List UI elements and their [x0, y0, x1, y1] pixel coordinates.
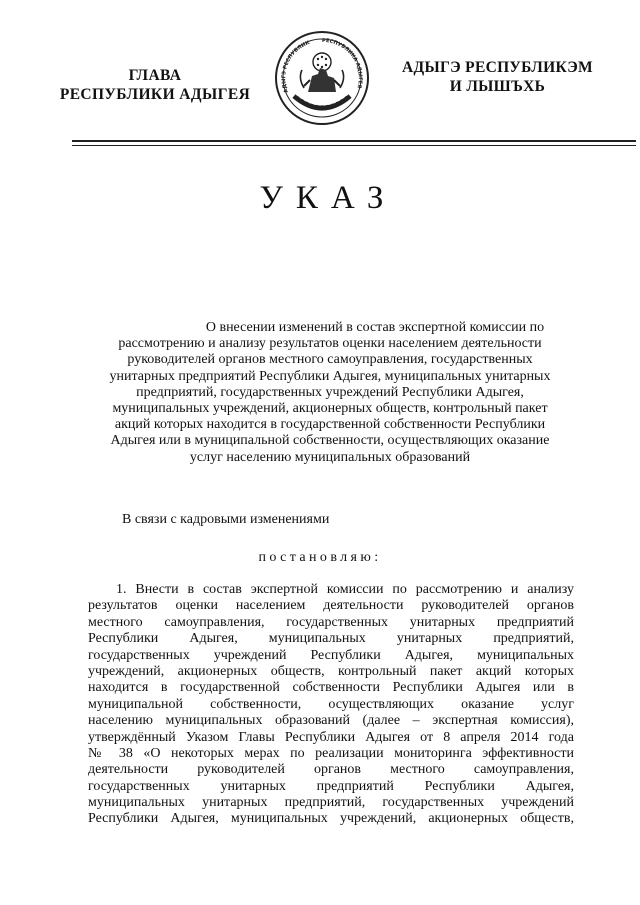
- subject-line: муниципальных учреждений, акционерных обществ, контрольный пакет: [112, 401, 548, 417]
- subject-line: предприятий, государственных учреждений Республики Адыгея,: [136, 384, 524, 400]
- body-line: муниципальных унитарных предприятий, государственных учреждений: [88, 795, 574, 811]
- header-rule-thin: [72, 145, 636, 146]
- coat-of-arms-icon: [274, 30, 370, 126]
- header-rule-thick: [72, 140, 636, 142]
- body-line: населению муниципальных образований (далее – экспертная комиссия),: [88, 713, 574, 729]
- svg-text:АДЫГЭ РЕСПУБЛИК: АДЫГЭ РЕСПУБЛИК: [281, 39, 311, 94]
- body-line: деятельности руководителей органов местного самоуправления,: [88, 762, 574, 778]
- body-line: № 38 «О некоторых мерах по реализации мониторинга эффективности: [88, 745, 574, 761]
- decree-subject: [90, 320, 570, 466]
- subject-line: услуг населению муниципальных образований: [189, 449, 471, 465]
- subject-line: акций которых находится в государственной собственности Республики: [114, 417, 546, 433]
- body-line: государственных унитарных предприятий Республики Адыгея,: [88, 778, 574, 794]
- subject-line: руководителей органов местного самоуправления, государственных: [127, 352, 533, 368]
- body-line: находится в государственной собственности Республики Адыгея или в: [88, 680, 574, 696]
- preamble-reason: В связи с кадровыми изменениями: [122, 512, 330, 527]
- issuer-republic-line: РЕСПУБЛИКИ АДЫГЕЯ: [59, 86, 251, 103]
- body-line: учреждений, акционерных обществ, контрольный пакет акций которых: [88, 663, 574, 679]
- decree-body: [88, 582, 574, 828]
- body-line: результатов оценки населением деятельности руководителей органов: [88, 598, 574, 614]
- subject-line: рассмотрению и анализу результатов оценки населением деятельности: [118, 336, 542, 352]
- body-line: муниципальной собственности, осуществляющих оказание услуг: [88, 696, 574, 712]
- issuer-header-russian: [40, 66, 270, 104]
- body-line: утверждённый Указом Главы Республики Адыгея от 8 апреля 2014 года: [88, 729, 574, 745]
- issuer-title-line-adyghe: И ЛЫШЪХЬ: [449, 78, 546, 95]
- decree-word: постановляю:: [258, 550, 382, 565]
- issuer-header-adyghe: [390, 58, 605, 96]
- body-line: Республики Адыгея, муниципальных унитарных предприятий,: [88, 631, 574, 647]
- issuer-republic-line-adyghe: АДЫГЭ РЕСПУБЛИКЭМ: [402, 59, 593, 76]
- issuer-title-line: ГЛАВА: [128, 67, 182, 84]
- subject-line: Адыгея или в муниципальной собственности, осуществляющих оказание: [110, 433, 550, 449]
- body-line: государственных учреждений Республики Адыгея, муниципальных: [88, 647, 574, 663]
- body-line: Республики Адыгея, муниципальных учреждений, акционерных обществ,: [88, 811, 574, 827]
- document-title: УКАЗ: [259, 180, 397, 216]
- body-line: местного самоуправления, государственных унитарных предприятий: [88, 614, 574, 630]
- body-line: 1. Внести в состав экспертной комиссии по рассмотрению и анализу: [116, 582, 574, 597]
- subject-line: унитарных предприятий Республики Адыгея, муниципальных унитарных: [109, 368, 551, 384]
- svg-text:РЕСПУБЛИКА АДЫГЕЯ: РЕСПУБЛИКА АДЫГЕЯ: [321, 37, 363, 89]
- subject-line: О внесении изменений в состав экспертной комиссии по: [205, 320, 545, 335]
